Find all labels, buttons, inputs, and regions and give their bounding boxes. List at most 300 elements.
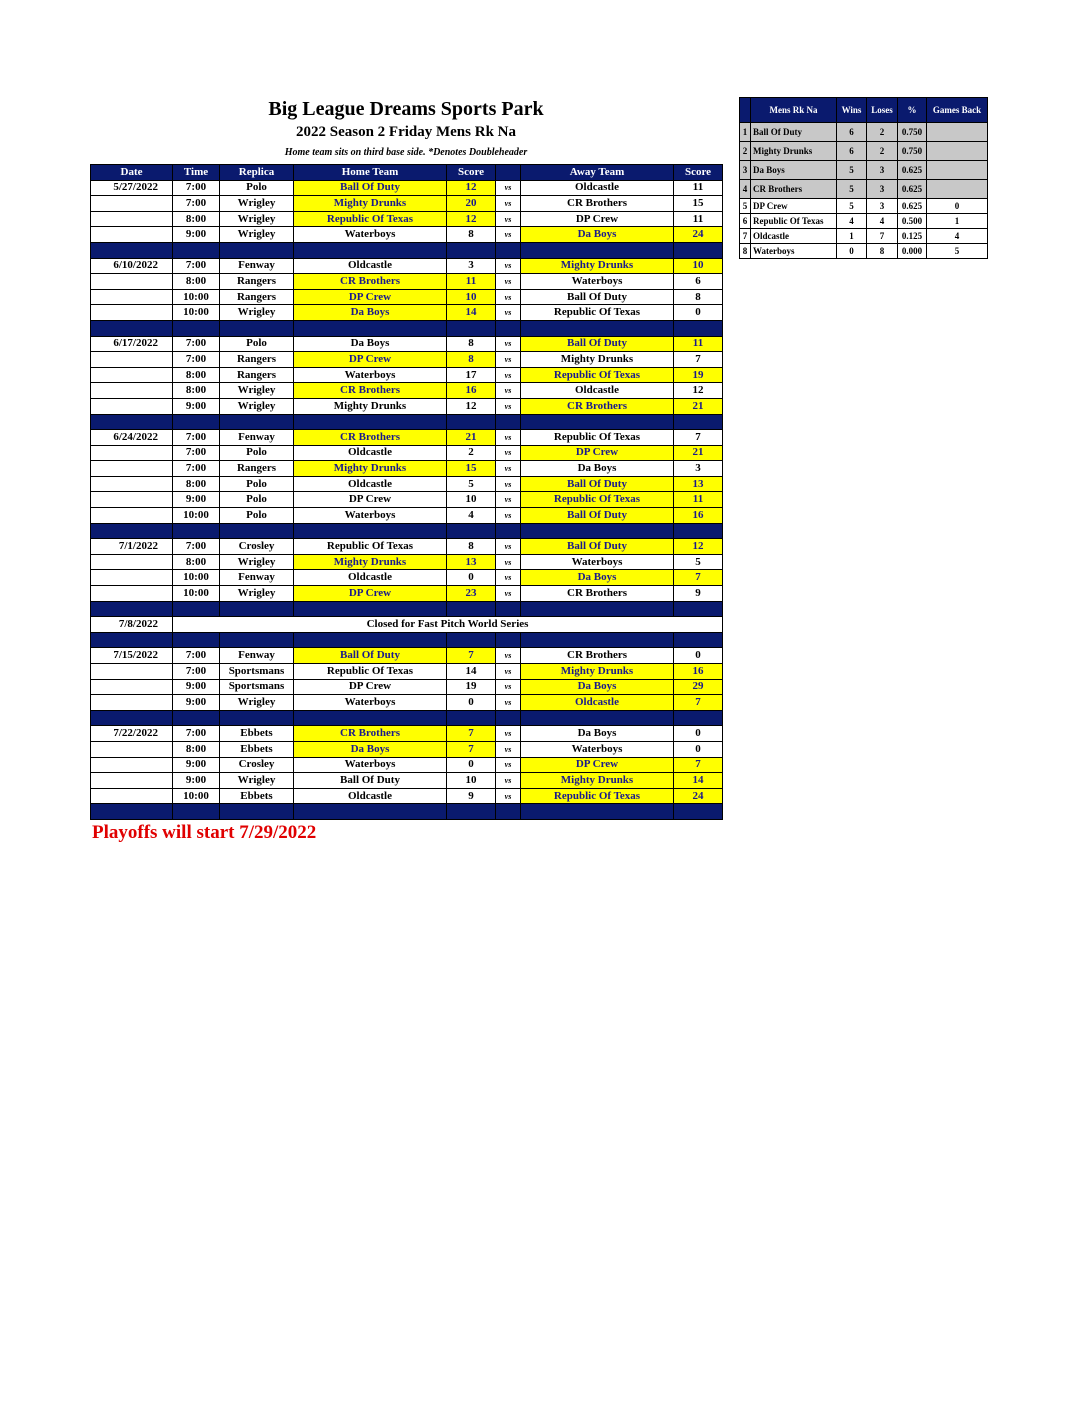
game-field: Wrigley (220, 554, 294, 570)
home-score: 12 (447, 398, 496, 414)
home-team: DP Crew (294, 352, 447, 368)
separator-cell (674, 242, 723, 258)
home-score: 16 (447, 383, 496, 399)
game-date (91, 211, 173, 227)
schedule-header-row (91, 165, 723, 181)
home-team: Mighty Drunks (294, 461, 447, 477)
game-date (91, 664, 173, 680)
home-score: 0 (447, 757, 496, 773)
week-separator (91, 523, 723, 539)
home-team: Da Boys (294, 336, 447, 352)
game-row (91, 476, 723, 492)
home-score: 2 (447, 445, 496, 461)
standings-body (740, 123, 988, 259)
standings-losses: 2 (867, 142, 898, 161)
standings-rank: 1 (740, 123, 751, 142)
week-separator (91, 601, 723, 617)
standings-games-back: 4 (927, 229, 988, 244)
standings-team: Waterboys (751, 244, 837, 259)
away-team: Da Boys (521, 726, 674, 742)
away-score: 13 (674, 476, 723, 492)
game-date (91, 383, 173, 399)
standings-games-back (927, 142, 988, 161)
home-team: CR Brothers (294, 430, 447, 446)
week-separator (91, 242, 723, 258)
away-score: 15 (674, 196, 723, 212)
vs-label: vs (496, 492, 521, 508)
header-date: Date (91, 165, 173, 181)
home-score: 8 (447, 539, 496, 555)
home-score: 0 (447, 695, 496, 711)
separator-cell (91, 414, 173, 430)
standings-rank: 5 (740, 199, 751, 214)
game-time: 7:00 (173, 258, 220, 274)
separator-cell (220, 710, 294, 726)
separator-cell (521, 710, 674, 726)
home-team: Waterboys (294, 695, 447, 711)
vs-label: vs (496, 695, 521, 711)
away-team: Oldcastle (521, 383, 674, 399)
away-team: Republic Of Texas (521, 788, 674, 804)
game-date (91, 305, 173, 321)
separator-cell (496, 523, 521, 539)
home-team: Waterboys (294, 367, 447, 383)
home-score: 13 (447, 554, 496, 570)
standings-rank: 4 (740, 180, 751, 199)
standings-header-losses: Loses (867, 98, 898, 123)
home-score: 8 (447, 227, 496, 243)
standings-wins: 1 (837, 229, 867, 244)
vs-label: vs (496, 289, 521, 305)
schedule-table (90, 164, 723, 820)
separator-cell (496, 320, 521, 336)
vs-label: vs (496, 461, 521, 477)
separator-cell (496, 414, 521, 430)
away-team: Da Boys (521, 461, 674, 477)
separator-cell (447, 414, 496, 430)
separator-cell (91, 710, 173, 726)
game-row (91, 570, 723, 586)
game-date (91, 586, 173, 602)
separator-cell (220, 632, 294, 648)
game-time: 7:00 (173, 180, 220, 196)
game-time: 7:00 (173, 445, 220, 461)
game-time: 10:00 (173, 788, 220, 804)
home-team: CR Brothers (294, 383, 447, 399)
vs-label: vs (496, 570, 521, 586)
home-score: 10 (447, 289, 496, 305)
separator-cell (447, 804, 496, 820)
vs-label: vs (496, 554, 521, 570)
standings-rank: 8 (740, 244, 751, 259)
game-time: 10:00 (173, 570, 220, 586)
closed-row (91, 617, 723, 633)
header-away-team: Away Team (521, 165, 674, 181)
standings-rank: 6 (740, 214, 751, 229)
vs-label: vs (496, 648, 521, 664)
home-score: 23 (447, 586, 496, 602)
game-field: Ebbets (220, 741, 294, 757)
game-field: Polo (220, 180, 294, 196)
home-score: 19 (447, 679, 496, 695)
game-time: 9:00 (173, 398, 220, 414)
away-score: 6 (674, 274, 723, 290)
standings-games-back (927, 161, 988, 180)
game-field: Crosley (220, 757, 294, 773)
home-score: 7 (447, 741, 496, 757)
separator-cell (91, 523, 173, 539)
standings-pct: 0.500 (898, 214, 927, 229)
standings-row (740, 123, 988, 142)
game-date: 6/17/2022 (91, 336, 173, 352)
home-team: Waterboys (294, 508, 447, 524)
game-time: 9:00 (173, 679, 220, 695)
separator-cell (447, 242, 496, 258)
game-field: Wrigley (220, 227, 294, 243)
game-field: Wrigley (220, 586, 294, 602)
separator-cell (674, 523, 723, 539)
game-date: 7/15/2022 (91, 648, 173, 664)
away-team: DP Crew (521, 211, 674, 227)
home-team: Oldcastle (294, 788, 447, 804)
away-score: 14 (674, 773, 723, 789)
game-date (91, 554, 173, 570)
game-field: Fenway (220, 430, 294, 446)
game-time: 7:00 (173, 430, 220, 446)
header-replica: Replica (220, 165, 294, 181)
game-date (91, 352, 173, 368)
game-row (91, 695, 723, 711)
game-time: 10:00 (173, 586, 220, 602)
home-score: 17 (447, 367, 496, 383)
vs-label: vs (496, 508, 521, 524)
header-home-team: Home Team (294, 165, 447, 181)
game-field: Wrigley (220, 773, 294, 789)
separator-cell (173, 632, 220, 648)
game-date (91, 274, 173, 290)
home-score: 4 (447, 508, 496, 524)
away-team: CR Brothers (521, 648, 674, 664)
game-date (91, 773, 173, 789)
separator-cell (447, 320, 496, 336)
standings-losses: 3 (867, 199, 898, 214)
standings-team: CR Brothers (751, 180, 837, 199)
home-team: CR Brothers (294, 274, 447, 290)
standings-team: Oldcastle (751, 229, 837, 244)
game-date: 5/27/2022 (91, 180, 173, 196)
home-team: Republic Of Texas (294, 664, 447, 680)
away-team: Da Boys (521, 227, 674, 243)
home-score: 8 (447, 336, 496, 352)
away-team: Republic Of Texas (521, 492, 674, 508)
separator-cell (220, 320, 294, 336)
standings-header-rank (740, 98, 751, 123)
schedule-body (91, 180, 723, 819)
separator-cell (173, 804, 220, 820)
game-row (91, 679, 723, 695)
home-team: Oldcastle (294, 476, 447, 492)
away-score: 7 (674, 352, 723, 368)
away-score: 11 (674, 492, 723, 508)
game-row (91, 305, 723, 321)
game-field: Rangers (220, 461, 294, 477)
closed-notice: Closed for Fast Pitch World Series (173, 617, 723, 633)
game-time: 9:00 (173, 757, 220, 773)
away-score: 16 (674, 508, 723, 524)
game-time: 7:00 (173, 352, 220, 368)
standings-wins: 6 (837, 142, 867, 161)
vs-label: vs (496, 274, 521, 290)
standings-header-games-back: Games Back (927, 98, 988, 123)
game-row (91, 664, 723, 680)
game-time: 8:00 (173, 367, 220, 383)
standings-pct: 0.625 (898, 180, 927, 199)
away-team: CR Brothers (521, 586, 674, 602)
standings-games-back: 5 (927, 244, 988, 259)
away-team: Waterboys (521, 554, 674, 570)
separator-cell (521, 242, 674, 258)
standings-row (740, 199, 988, 214)
standings-pct: 0.000 (898, 244, 927, 259)
header-home-score: Score (447, 165, 496, 181)
home-team: Waterboys (294, 757, 447, 773)
week-separator (91, 414, 723, 430)
standings-header-division: Mens Rk Na (751, 98, 837, 123)
vs-label: vs (496, 430, 521, 446)
home-team: Mighty Drunks (294, 196, 447, 212)
game-row (91, 352, 723, 368)
separator-cell (294, 320, 447, 336)
home-team: Mighty Drunks (294, 554, 447, 570)
game-date (91, 741, 173, 757)
game-field: Crosley (220, 539, 294, 555)
game-date (91, 398, 173, 414)
standings-wins: 4 (837, 214, 867, 229)
away-team: DP Crew (521, 445, 674, 461)
standings-losses: 3 (867, 161, 898, 180)
game-row (91, 430, 723, 446)
game-time: 8:00 (173, 274, 220, 290)
game-row (91, 227, 723, 243)
game-date (91, 679, 173, 695)
away-team: Oldcastle (521, 180, 674, 196)
home-score: 3 (447, 258, 496, 274)
away-score: 11 (674, 180, 723, 196)
vs-label: vs (496, 539, 521, 555)
home-score: 8 (447, 352, 496, 368)
game-time: 7:00 (173, 664, 220, 680)
separator-cell (220, 242, 294, 258)
vs-label: vs (496, 773, 521, 789)
separator-cell (173, 414, 220, 430)
vs-label: vs (496, 757, 521, 773)
away-score: 21 (674, 445, 723, 461)
vs-label: vs (496, 180, 521, 196)
game-date (91, 367, 173, 383)
game-time: 8:00 (173, 554, 220, 570)
game-field: Ebbets (220, 726, 294, 742)
home-score: 12 (447, 180, 496, 196)
vs-label: vs (496, 227, 521, 243)
away-score: 12 (674, 539, 723, 555)
standings-team: Republic Of Texas (751, 214, 837, 229)
game-field: Wrigley (220, 398, 294, 414)
standings-team: Ball Of Duty (751, 123, 837, 142)
separator-cell (447, 632, 496, 648)
separator-cell (173, 710, 220, 726)
game-field: Wrigley (220, 383, 294, 399)
away-score: 21 (674, 398, 723, 414)
separator-cell (294, 523, 447, 539)
home-team-note: Home team sits on third base side. *Denotes Doubleheader (284, 147, 528, 158)
game-field: Wrigley (220, 305, 294, 321)
away-score: 19 (674, 367, 723, 383)
separator-cell (496, 804, 521, 820)
game-time: 9:00 (173, 227, 220, 243)
home-team: Da Boys (294, 305, 447, 321)
game-date: 7/1/2022 (91, 539, 173, 555)
game-date (91, 476, 173, 492)
vs-label: vs (496, 664, 521, 680)
away-team: DP Crew (521, 757, 674, 773)
game-date (91, 461, 173, 477)
home-team: Da Boys (294, 741, 447, 757)
home-score: 11 (447, 274, 496, 290)
standings-row (740, 180, 988, 199)
away-team: Ball Of Duty (521, 508, 674, 524)
home-team: Ball Of Duty (294, 773, 447, 789)
standings-rank: 3 (740, 161, 751, 180)
home-score: 14 (447, 305, 496, 321)
game-field: Fenway (220, 648, 294, 664)
standings-games-back (927, 180, 988, 199)
vs-label: vs (496, 305, 521, 321)
separator-cell (173, 523, 220, 539)
home-team: Waterboys (294, 227, 447, 243)
separator-cell (173, 601, 220, 617)
game-row (91, 554, 723, 570)
vs-label: vs (496, 211, 521, 227)
standings-row (740, 244, 988, 259)
away-score: 11 (674, 336, 723, 352)
game-row (91, 461, 723, 477)
away-team: Waterboys (521, 741, 674, 757)
game-field: Wrigley (220, 196, 294, 212)
standings-games-back: 0 (927, 199, 988, 214)
game-time: 7:00 (173, 648, 220, 664)
home-score: 7 (447, 648, 496, 664)
vs-label: vs (496, 258, 521, 274)
page-title: Big League Dreams Sports Park (268, 98, 544, 120)
away-team: Da Boys (521, 679, 674, 695)
home-score: 14 (447, 664, 496, 680)
separator-cell (173, 320, 220, 336)
game-row (91, 773, 723, 789)
game-date (91, 289, 173, 305)
away-score: 0 (674, 741, 723, 757)
separator-cell (220, 523, 294, 539)
away-team: Republic Of Texas (521, 305, 674, 321)
game-row (91, 398, 723, 414)
vs-label: vs (496, 741, 521, 757)
game-field: Polo (220, 476, 294, 492)
separator-cell (294, 804, 447, 820)
home-score: 15 (447, 461, 496, 477)
home-team: Oldcastle (294, 258, 447, 274)
game-date (91, 445, 173, 461)
game-time: 7:00 (173, 539, 220, 555)
separator-cell (294, 601, 447, 617)
vs-label: vs (496, 398, 521, 414)
game-row (91, 211, 723, 227)
game-row (91, 788, 723, 804)
game-field: Ebbets (220, 788, 294, 804)
away-team: Oldcastle (521, 695, 674, 711)
week-separator (91, 632, 723, 648)
game-date (91, 492, 173, 508)
standings-games-back: 1 (927, 214, 988, 229)
home-team: Ball Of Duty (294, 180, 447, 196)
separator-cell (294, 632, 447, 648)
standings-pct: 0.625 (898, 199, 927, 214)
away-score: 3 (674, 461, 723, 477)
game-time: 8:00 (173, 741, 220, 757)
home-team: CR Brothers (294, 726, 447, 742)
separator-cell (91, 242, 173, 258)
home-score: 0 (447, 570, 496, 586)
game-time: 7:00 (173, 726, 220, 742)
game-field: Sportsmans (220, 679, 294, 695)
separator-cell (173, 242, 220, 258)
separator-cell (521, 523, 674, 539)
game-row (91, 741, 723, 757)
vs-label: vs (496, 336, 521, 352)
vs-label: vs (496, 679, 521, 695)
standings-losses: 3 (867, 180, 898, 199)
game-field: Polo (220, 445, 294, 461)
home-team: Republic Of Texas (294, 211, 447, 227)
away-score: 0 (674, 726, 723, 742)
game-date: 7/22/2022 (91, 726, 173, 742)
away-score: 10 (674, 258, 723, 274)
home-team: DP Crew (294, 492, 447, 508)
home-team: Oldcastle (294, 570, 447, 586)
week-separator (91, 804, 723, 820)
away-score: 7 (674, 695, 723, 711)
standings-team: Mighty Drunks (751, 142, 837, 161)
game-date (91, 508, 173, 524)
away-team: Waterboys (521, 274, 674, 290)
game-time: 9:00 (173, 492, 220, 508)
header-away-score: Score (674, 165, 723, 181)
separator-cell (496, 632, 521, 648)
week-separator (91, 710, 723, 726)
separator-cell (674, 804, 723, 820)
game-field: Wrigley (220, 211, 294, 227)
game-field: Rangers (220, 274, 294, 290)
game-field: Sportsmans (220, 664, 294, 680)
away-score: 5 (674, 554, 723, 570)
game-time: 7:00 (173, 196, 220, 212)
away-team: CR Brothers (521, 398, 674, 414)
away-score: 24 (674, 788, 723, 804)
standings-pct: 0.625 (898, 161, 927, 180)
separator-cell (674, 414, 723, 430)
game-row (91, 383, 723, 399)
standings-team: DP Crew (751, 199, 837, 214)
separator-cell (521, 601, 674, 617)
vs-label: vs (496, 367, 521, 383)
